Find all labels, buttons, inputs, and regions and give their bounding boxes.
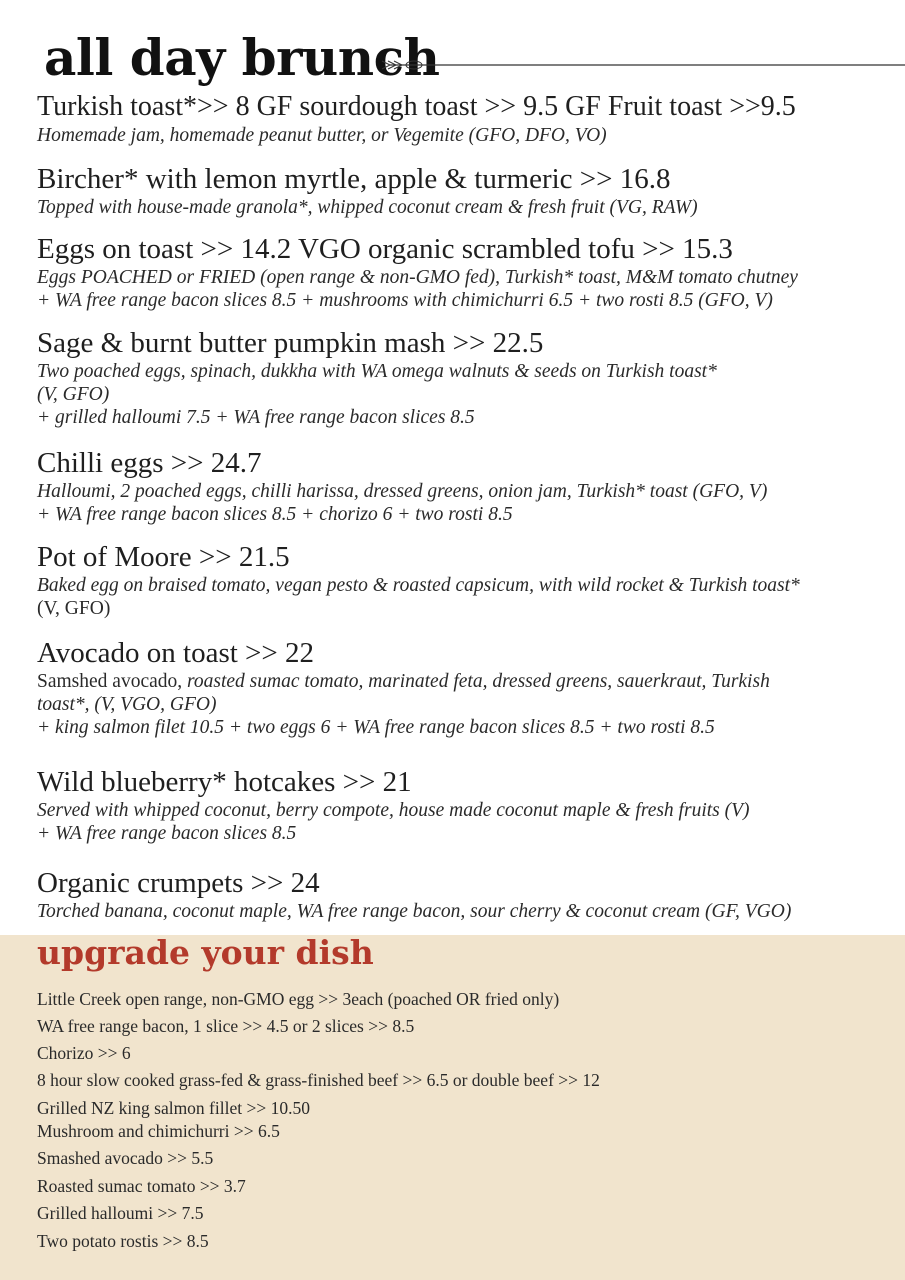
item-description <box>37 670 897 693</box>
item-description: Two poached eggs, spinach, dukkha with WA omega walnuts & seeds on Turkish toast* <box>37 361 717 382</box>
item-heading: Organic crumpets >> 24 <box>37 867 320 899</box>
item-dietary: toast*, (V, VGO, GFO) <box>37 694 217 715</box>
menu-item-chilli-eggs <box>37 446 897 526</box>
item-description: Torched banana, coconut maple, WA free range bacon, sour cherry & coconut cream (GF, VGO) <box>37 901 792 922</box>
item-heading: Turkish toast*>> 8 GF sourdough toast >> 9.5 GF Fruit toast >>9.5 <box>37 91 796 122</box>
item-dietary: (V, GFO) <box>37 384 110 405</box>
item-extras: + WA free range bacon slices 8.5 <box>37 823 297 844</box>
menu-item-bircher <box>37 162 897 219</box>
upgrade-item: WA free range bacon, 1 slice >> 4.5 or 2 slices >> 8.5 <box>37 1016 415 1036</box>
item-heading: Wild blueberry* hotcakes >> 21 <box>37 766 412 798</box>
upgrade-item: Two potato rostis >> 8.5 <box>37 1231 209 1251</box>
upgrade-item: Mushroom and chimichurri >> 6.5 <box>37 1121 280 1141</box>
upgrade-item: Grilled NZ king salmon fillet >> 10.50 <box>37 1098 310 1118</box>
menu-item-turkish-toast <box>37 90 897 147</box>
decorative-arrow-rule-icon <box>380 58 905 72</box>
menu-item-pot-of-moore <box>37 540 897 620</box>
upgrade-title: upgrade your dish <box>37 933 374 972</box>
item-heading: Chilli eggs >> 24.7 <box>37 447 262 479</box>
item-heading: Pot of Moore >> 21.5 <box>37 541 290 573</box>
item-heading: Bircher* with lemon myrtle, apple & turmeric >> 16.8 <box>37 163 671 195</box>
item-extras: + grilled halloumi 7.5 + WA free range bacon slices 8.5 <box>37 407 475 428</box>
upgrade-item: Smashed avocado >> 5.5 <box>37 1148 214 1168</box>
item-description: Topped with house-made granola*, whipped coconut cream & fresh fruit (VG, RAW) <box>37 197 698 218</box>
upgrade-item: Little Creek open range, non-GMO egg >> 3each (poached OR fried only) <box>37 989 560 1009</box>
menu-item-avocado-on-toast <box>37 636 897 739</box>
item-extras: + king salmon filet 10.5 + two eggs 6 + WA free range bacon slices 8.5 + two rosti 8.5 <box>37 717 715 738</box>
item-description: Baked egg on braised tomato, vegan pesto & roasted capsicum, with wild rocket & Turkish toast* <box>37 575 800 596</box>
item-heading: Avocado on toast >> 22 <box>37 637 315 669</box>
item-extras: + WA free range bacon slices 8.5 + mushrooms with chimichurri 6.5 + two rosti 8.5 (GFO, V) <box>37 290 773 311</box>
upgrade-item: Roasted sumac tomato >> 3.7 <box>37 1176 246 1196</box>
item-description: Served with whipped coconut, berry compote, house made coconut maple & fresh fruits (V) <box>37 800 750 821</box>
item-heading: Sage & burnt butter pumpkin mash >> 22.5 <box>37 327 544 359</box>
item-description: Halloumi, 2 poached eggs, chilli harissa, dressed greens, onion jam, Turkish* toast (GFO, V) <box>37 481 768 502</box>
upgrade-item: Grilled halloumi >> 7.5 <box>37 1203 204 1223</box>
item-description: Eggs POACHED or FRIED (open range & non-GMO fed), Turkish* toast, M&M tomato chutney <box>37 267 798 288</box>
item-dietary: (V, GFO) <box>37 598 111 619</box>
item-description: Homemade jam, homemade peanut butter, or Vegemite (GFO, DFO, VO) <box>37 125 607 146</box>
item-description-start: Samshed avocado, <box>37 671 188 692</box>
upgrade-item: Chorizo >> 6 <box>37 1043 131 1063</box>
item-extras: + WA free range bacon slices 8.5 + chorizo 6 + two rosti 8.5 <box>37 504 513 525</box>
menu-item-hotcakes <box>37 765 897 845</box>
item-description-rest: roasted sumac tomato, marinated feta, dressed greens, sauerkraut, Turkish <box>187 671 770 692</box>
item-heading: Eggs on toast >> 14.2 VGO organic scrambled tofu >> 15.3 <box>37 233 733 265</box>
page-title: all day brunch <box>44 28 440 87</box>
menu-item-eggs-on-toast <box>37 232 897 312</box>
menu-item-pumpkin-mash <box>37 326 897 429</box>
menu-item-crumpets <box>37 866 897 923</box>
upgrade-item: 8 hour slow cooked grass-fed & grass-finished beef >> 6.5 or double beef >> 12 <box>37 1070 600 1090</box>
